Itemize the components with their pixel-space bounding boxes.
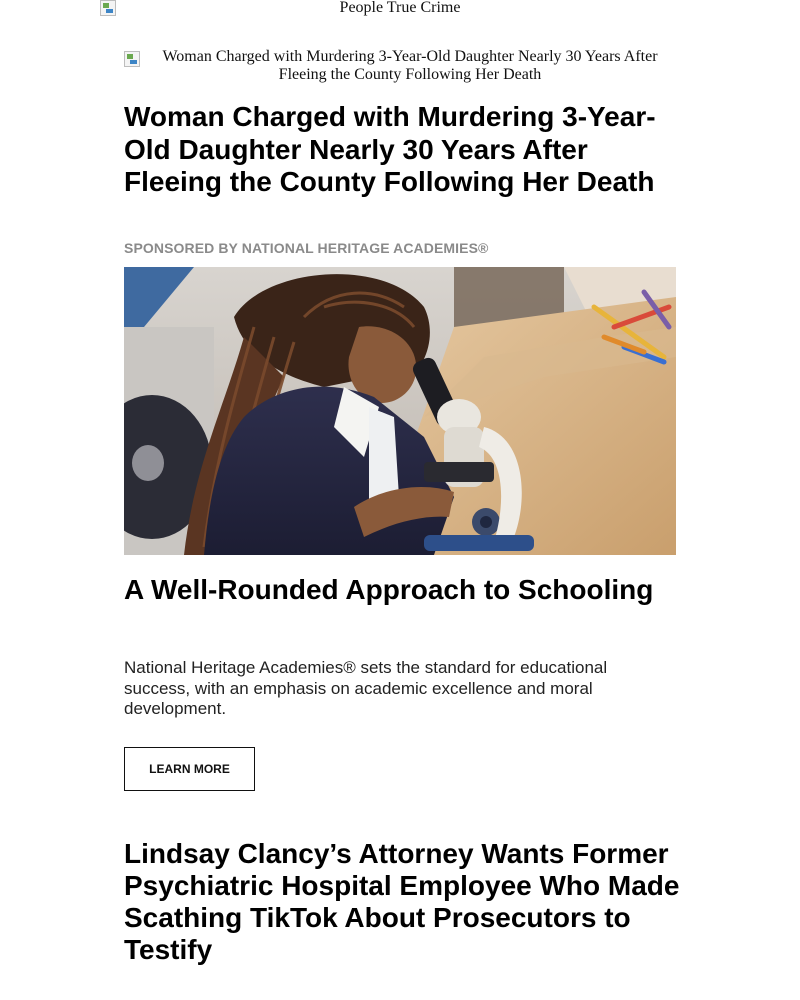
broken-image-icon <box>124 51 140 67</box>
learn-more-button[interactable]: LEARN MORE <box>124 747 255 791</box>
sponsored-photo[interactable] <box>124 267 676 555</box>
brand-logo[interactable] <box>100 0 700 18</box>
sponsored-label: SPONSORED BY NATIONAL HERITAGE ACADEMIES® <box>124 240 489 256</box>
sponsored-headline[interactable]: A Well-Rounded Approach to Schooling <box>124 574 654 605</box>
student-microscope-illustration <box>124 267 676 555</box>
sponsored-body: National Heritage Academies® sets the standard for educational success, with an emphasis on academic excellence and moral development. <box>124 658 608 718</box>
hero-image[interactable] <box>124 48 676 84</box>
next-story-headline[interactable]: Lindsay Clancy’s Attorney Wants Former Psychiatric Hospital Employee Who Made Scathing TikTok About Prosecutors to Testify <box>124 838 680 965</box>
hero-image-alt-text: Woman Charged with Murdering 3-Year-Old Daughter Nearly 30 Years After Fleeing the County Following Her Death <box>162 48 658 83</box>
hero-headline[interactable]: Woman Charged with Murdering 3-Year-Old Daughter Nearly 30 Years After Fleeing the County Following Her Death <box>124 101 656 197</box>
brand-logo-alt-text: People True Crime <box>339 0 461 16</box>
